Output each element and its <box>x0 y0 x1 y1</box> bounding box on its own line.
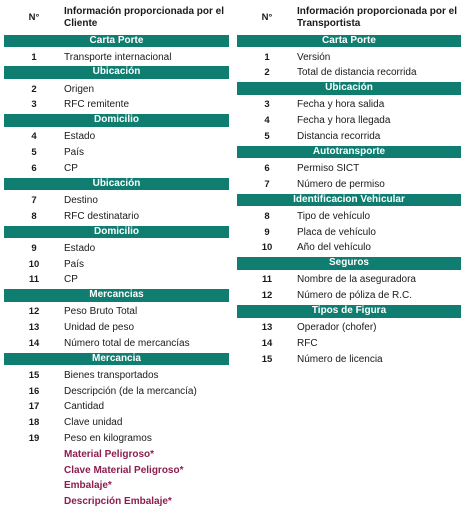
row-number: 12 <box>261 290 273 302</box>
section-header-domicilio: Domicilio <box>4 114 229 127</box>
number-column-header: N° <box>261 12 273 23</box>
row-field-name: Distancia recorrida <box>297 130 381 142</box>
table-row <box>4 145 229 161</box>
table-row <box>4 193 229 209</box>
row-field-name: Bienes transportados <box>64 369 159 381</box>
table-row <box>4 272 229 288</box>
row-number: 8 <box>264 210 270 222</box>
row-number: 9 <box>31 242 37 254</box>
table-row <box>237 113 461 129</box>
conditional-field-row <box>4 462 229 478</box>
row-field-name: Permiso SICT <box>297 162 360 174</box>
row-number: 17 <box>28 401 40 413</box>
row-number: 18 <box>28 417 40 429</box>
row-number: 7 <box>264 178 270 190</box>
table-row <box>4 431 229 447</box>
section-header-ubicacion: Ubicación <box>237 82 461 95</box>
row-field-name: CP <box>64 274 78 286</box>
row-number: 12 <box>28 306 40 318</box>
row-number: 1 <box>264 51 270 63</box>
row-field-name: País <box>64 147 85 159</box>
table-row <box>4 367 229 383</box>
row-field-name: Operador (chofer) <box>297 322 377 334</box>
table-row <box>237 65 461 81</box>
table-row <box>237 49 461 65</box>
section-header-carta-porte: Carta Porte <box>237 35 461 48</box>
table-row <box>237 97 461 113</box>
section-header-seguros: Seguros <box>237 257 461 270</box>
conditional-field-row <box>4 478 229 494</box>
row-field-name: Número de licencia <box>297 353 383 365</box>
row-number: 11 <box>28 274 40 286</box>
table-row <box>4 81 229 97</box>
row-field-name: RFC remitente <box>64 99 130 111</box>
section-header-ubicacion: Ubicación <box>4 178 229 191</box>
table-row <box>4 399 229 415</box>
section-header-domicilio: Domicilio <box>4 226 229 239</box>
row-number: 16 <box>28 385 40 397</box>
row-number: 10 <box>261 242 273 254</box>
conditional-field-name: Embalaje* <box>64 480 112 492</box>
row-field-name: Unidad de peso <box>64 322 135 334</box>
row-field-name: Cantidad <box>64 401 105 413</box>
row-field-name: Fecha y hora salida <box>297 99 385 111</box>
row-field-name: Número de permiso <box>297 178 385 190</box>
table-row <box>4 383 229 399</box>
row-field-name: CP <box>64 162 78 174</box>
row-number: 2 <box>31 83 37 95</box>
table-row <box>237 208 461 224</box>
table-row <box>4 129 229 145</box>
row-field-name: Versión <box>297 51 331 63</box>
row-field-name: Tipo de vehículo <box>297 210 371 222</box>
table-row <box>4 97 229 113</box>
row-number: 6 <box>264 162 270 174</box>
table-row <box>237 351 461 367</box>
row-field-name: País <box>64 258 85 270</box>
table-row <box>4 335 229 351</box>
table-row <box>4 256 229 272</box>
table-row <box>4 415 229 431</box>
table-row <box>237 161 461 177</box>
section-header-mercancia: Mercancia <box>4 353 229 366</box>
conditional-field-name: Clave Material Peligroso* <box>64 464 184 476</box>
row-number: 15 <box>28 369 40 381</box>
row-number: 3 <box>31 99 37 111</box>
row-number: 4 <box>264 115 270 127</box>
row-number: 7 <box>31 194 37 206</box>
table-row <box>237 272 461 288</box>
table-header <box>237 2 461 33</box>
row-number: 13 <box>28 322 40 334</box>
row-number: 11 <box>261 274 273 286</box>
row-number: 4 <box>31 131 37 143</box>
row-number: 10 <box>28 258 40 270</box>
row-field-name: Número total de mercancías <box>64 337 190 349</box>
row-field-name: RFC <box>297 337 318 349</box>
row-number: 8 <box>31 210 37 222</box>
row-field-name: Descripción (de la mercancía) <box>64 385 197 397</box>
row-field-name: Origen <box>64 83 95 95</box>
info-column-header: Información proporcionada por el Transportista <box>297 5 458 29</box>
row-number: 5 <box>31 147 37 159</box>
table-row <box>237 320 461 336</box>
table-row <box>4 161 229 177</box>
row-field-name: Destino <box>64 194 98 206</box>
row-number: 5 <box>264 130 270 142</box>
row-field-name: Clave unidad <box>64 417 123 429</box>
table-row <box>4 208 229 224</box>
row-number: 2 <box>264 67 270 79</box>
table-row <box>237 335 461 351</box>
row-number: 15 <box>261 353 273 365</box>
row-field-name: Estado <box>64 242 96 254</box>
conditional-field-name: Descripción Embalaje* <box>64 496 172 508</box>
carrier-info-table <box>237 2 461 367</box>
row-field-name: Año del vehículo <box>297 242 371 254</box>
row-number: 6 <box>31 162 37 174</box>
info-column-header: Información proporcionada por el Cliente <box>64 5 225 29</box>
row-field-name: Número de póliza de R.C. <box>297 290 413 302</box>
table-row <box>237 129 461 145</box>
table-row <box>237 288 461 304</box>
section-header-autotransporte: Autotransporte <box>237 146 461 159</box>
section-header-mercancias: Mercancias <box>4 289 229 302</box>
table-row <box>237 176 461 192</box>
number-column-header: N° <box>28 12 40 23</box>
row-field-name: Placa de vehículo <box>297 226 376 238</box>
table-header <box>4 2 229 33</box>
row-number: 14 <box>28 337 40 349</box>
row-number: 1 <box>31 51 37 63</box>
row-field-name: Total de distancia recorrida <box>297 67 417 79</box>
row-field-name: Peso en kilogramos <box>64 433 152 445</box>
client-info-table <box>4 2 229 510</box>
table-row <box>4 240 229 256</box>
conditional-field-name: Material Peligroso* <box>64 448 155 460</box>
row-number: 3 <box>264 99 270 111</box>
row-field-name: Estado <box>64 131 96 143</box>
row-field-name: Fecha y hora llegada <box>297 115 391 127</box>
row-number: 19 <box>28 433 40 445</box>
table-row <box>237 240 461 256</box>
table-row <box>237 224 461 240</box>
table-row <box>4 320 229 336</box>
section-header-ubicacion: Ubicación <box>4 66 229 79</box>
row-field-name: RFC destinatario <box>64 210 140 222</box>
section-header-carta-porte: Carta Porte <box>4 35 229 48</box>
row-field-name: Nombre de la aseguradora <box>297 274 416 286</box>
row-number: 14 <box>261 337 273 349</box>
row-number: 13 <box>261 322 273 334</box>
conditional-field-row <box>4 494 229 510</box>
row-field-name: Transporte internacional <box>64 51 172 63</box>
table-row <box>4 49 229 65</box>
row-field-name: Peso Bruto Total <box>64 306 138 318</box>
section-header-tipos-de-figura: Tipos de Figura <box>237 305 461 318</box>
section-header-identificacion-vehicular: Identificacion Vehicular <box>237 194 461 207</box>
table-row <box>4 304 229 320</box>
row-number: 9 <box>264 226 270 238</box>
conditional-field-row <box>4 446 229 462</box>
